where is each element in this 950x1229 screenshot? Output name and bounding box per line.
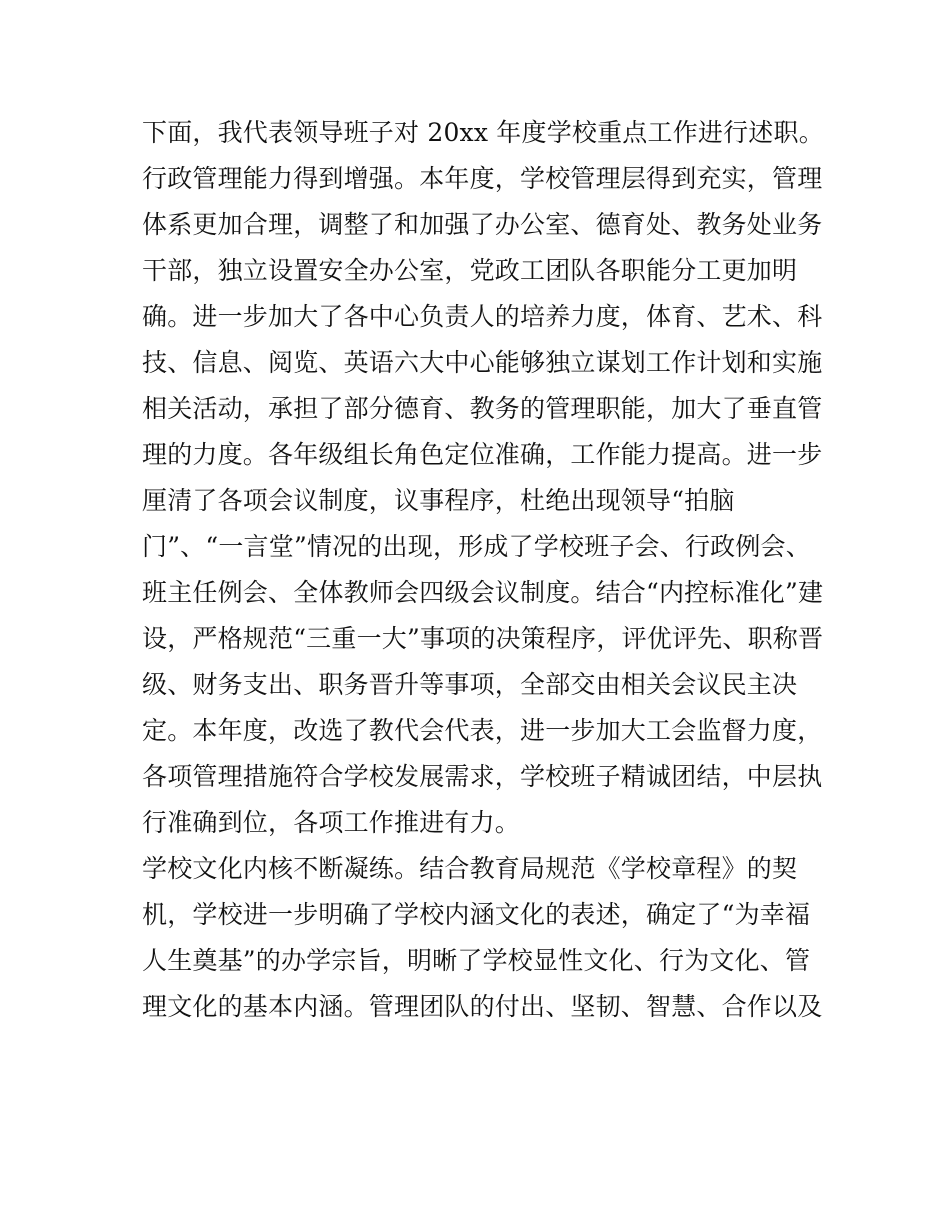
text-line: 干部，独立设置安全办公室，党政工团队各职能分工更加明 [142,256,798,285]
text-line: 门”、“一言堂”情况的出现，形成了学校班子会、行政例会、 [142,532,811,561]
document-body [142,110,822,1030]
text-line: 班主任例会、全体教师会四级会议制度。结合“内控标准化”建 [142,578,824,607]
text-line: 下面，我代表领导班子对 20xx 年度学校重点工作进行述职。 [142,118,824,147]
text-line: 理文化的基本内涵。管理团队的付出、坚韧、智慧、合作以及 [142,992,823,1021]
text-line: 相关活动，承担了部分德育、教务的管理职能，加大了垂直管 [142,394,823,423]
text-line: 级、财务支出、职务晋升等事项，全部交由相关会议民主决 [142,670,798,699]
text-line: 各项管理措施符合学校发展需求，学校班子精诚团结，中层执 [142,762,823,791]
text-line: 确。进一步加大了各中心负责人的培养力度，体育、艺术、科 [142,302,823,331]
text-line: 学校文化内核不断凝练。结合教育局规范《学校章程》的契 [142,854,798,883]
text-line: 体系更加合理，调整了和加强了办公室、德育处、教务处业务 [142,210,823,239]
text-line: 设，严格规范“三重一大”事项的决策程序，评优评先、职称晋 [142,624,824,653]
text-line: 行准确到位，各项工作推进有力。 [142,808,521,837]
text-line: 行政管理能力得到增强。本年度，学校管理层得到充实，管理 [142,164,823,193]
text-line: 技、信息、阅览、英语六大中心能够独立谋划工作计划和实施 [142,348,823,377]
text-line: 定。本年度，改选了教代会代表，进一步加大工会监督力度， [142,716,823,745]
text-line: 机，学校进一步明确了学校内涵文化的表述，确定了“为幸福 [142,900,811,929]
text-line: 厘清了各项会议制度，议事程序，杜绝出现领导“拍脑 [142,486,735,515]
text-line: 人生奠基”的办学宗旨，明晰了学校显性文化、行为文化、管 [142,946,811,975]
text-line: 理的力度。各年级组长角色定位准确，工作能力提高。进一步 [142,440,823,469]
